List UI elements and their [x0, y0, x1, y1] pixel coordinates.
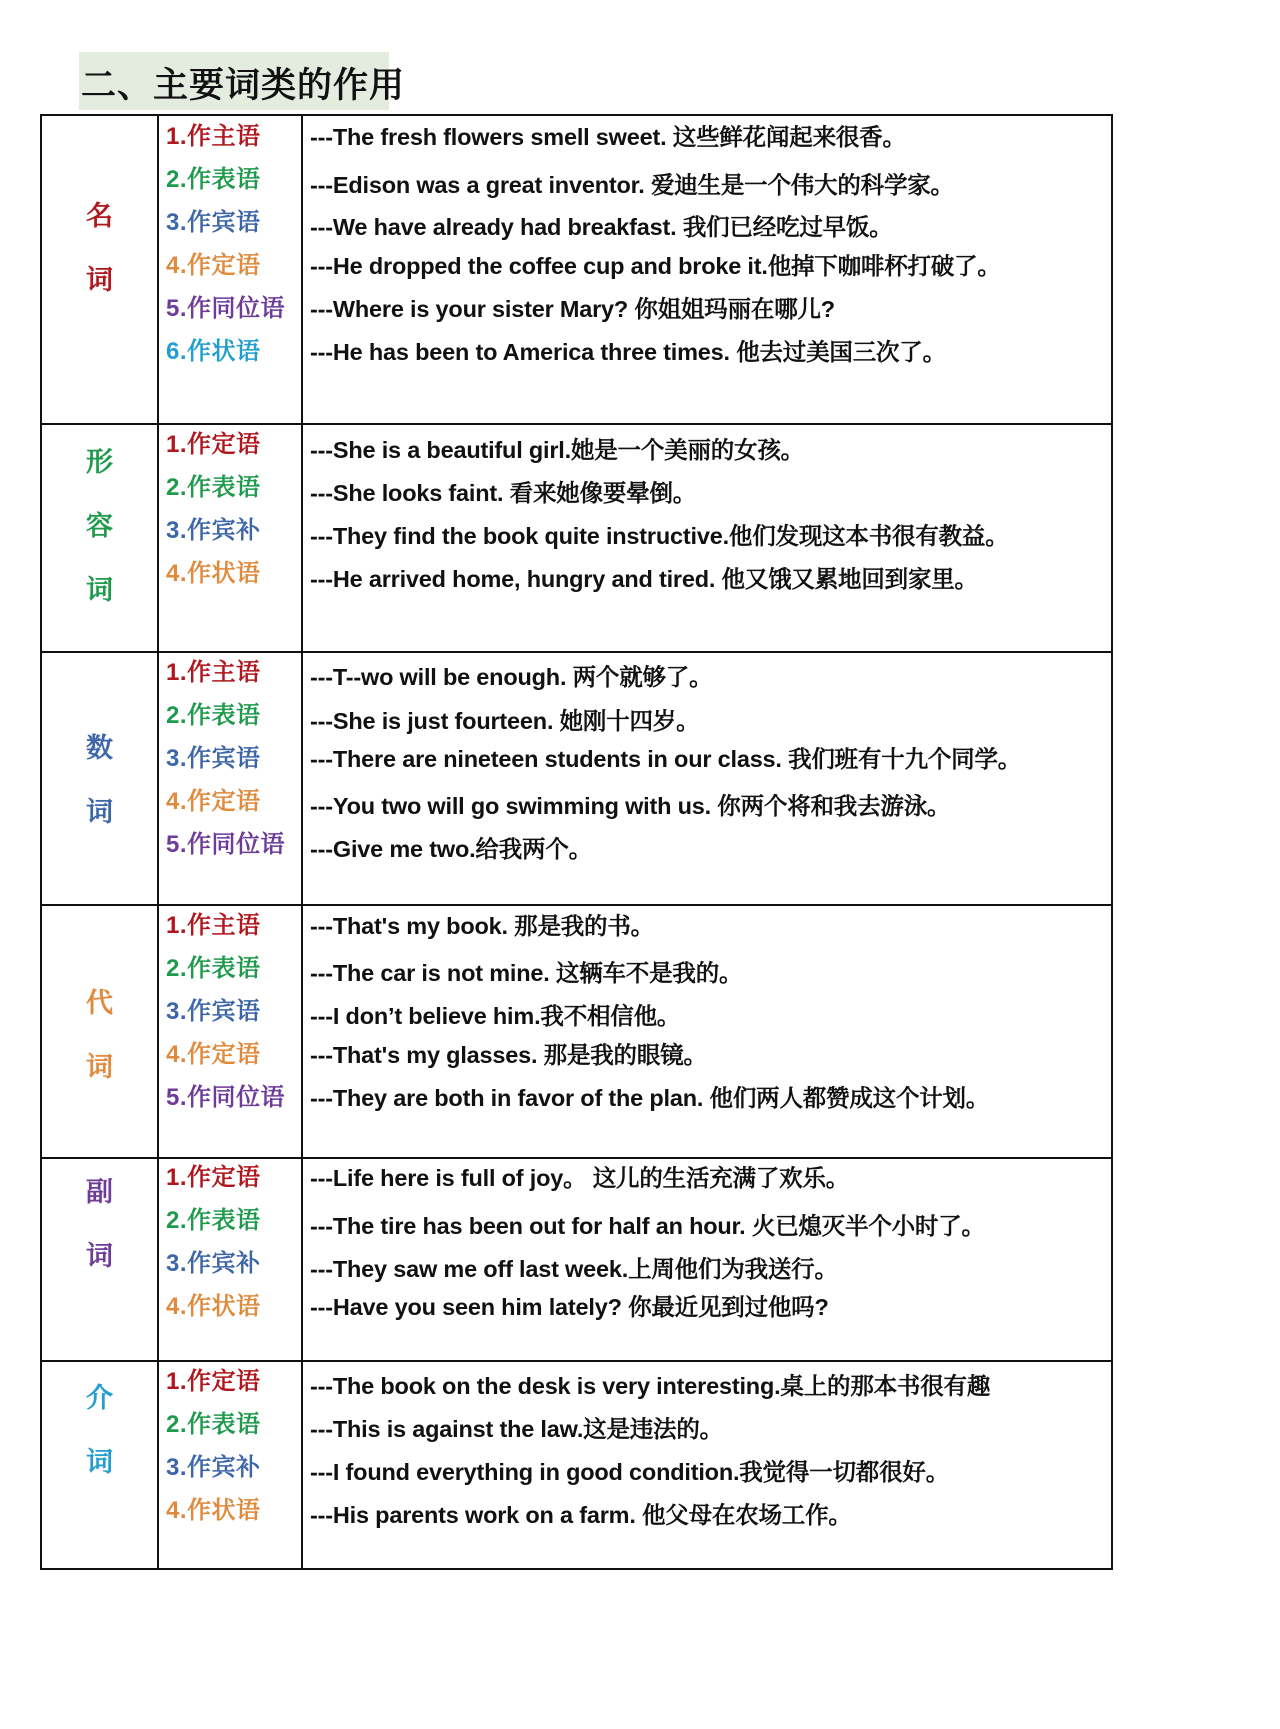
- example-sentence: ---She is a beautiful girl.她是一个美丽的女孩。: [310, 437, 804, 463]
- function-label: 1.作定语: [166, 431, 261, 458]
- section-row: [41, 1361, 1112, 1569]
- example-sentence: ---They find the book quite instructive.他们发现这本书很有教益。: [310, 523, 1009, 549]
- example-sentence: ---That's my glasses. 那是我的眼镜。: [310, 1042, 707, 1068]
- part-of-speech-char: 词: [86, 1241, 113, 1271]
- title-banner: [79, 52, 406, 110]
- function-label: 4.作状语: [166, 1497, 261, 1524]
- function-label: 6.作状语: [166, 338, 261, 365]
- function-label: 1.作定语: [166, 1164, 261, 1191]
- part-of-speech-char: 词: [86, 797, 113, 827]
- part-of-speech-cell: [41, 652, 158, 905]
- example-sentence: ---He arrived home, hungry and tired. 他又饿又累地回到家里。: [310, 566, 978, 592]
- function-cell: [158, 424, 302, 652]
- example-sentence: ---I don’t believe him.我不相信他。: [310, 1003, 681, 1029]
- examples-cell: [302, 652, 1112, 905]
- part-of-speech-char: 词: [86, 1447, 113, 1477]
- examples-cell: [302, 1158, 1112, 1361]
- example-sentence: ---T--wo will be enough. 两个就够了。: [310, 664, 713, 690]
- example-sentence: ---They saw me off last week.上周他们为我送行。: [310, 1256, 838, 1282]
- function-label: 3.作宾语: [166, 998, 261, 1025]
- function-label: 3.作宾补: [166, 1250, 261, 1277]
- example-sentence: ---He dropped the coffee cup and broke it.他掉下咖啡杯打破了。: [310, 253, 1001, 279]
- example-sentence: ---Where is your sister Mary? 你姐姐玛丽在哪儿?: [310, 296, 835, 322]
- example-sentence: ---Have you seen him lately? 你最近见到过他吗?: [310, 1294, 829, 1320]
- example-sentence: ---Edison was a great inventor. 爱迪生是一个伟大的科学家。: [310, 172, 954, 198]
- section-row: [41, 424, 1112, 652]
- example-sentence: ---She looks faint. 看来她像要晕倒。: [310, 480, 697, 506]
- function-label: 2.作表语: [166, 955, 261, 982]
- example-sentence: ---The car is not mine. 这辆车不是我的。: [310, 960, 743, 986]
- part-of-speech-cell: [41, 905, 158, 1158]
- function-label: 5.作同位语: [166, 831, 286, 858]
- part-of-speech-char: 形: [86, 447, 113, 477]
- examples-cell: [302, 424, 1112, 652]
- part-of-speech-char: 词: [86, 1052, 113, 1082]
- example-sentence: ---His parents work on a farm. 他父母在农场工作。: [310, 1502, 852, 1528]
- function-label: 4.作定语: [166, 788, 261, 815]
- part-of-speech-char: 词: [86, 265, 113, 295]
- part-of-speech-cell: [41, 1158, 158, 1361]
- example-sentence: ---The tire has been out for half an hour. 火已熄灭半个小时了。: [310, 1213, 985, 1239]
- function-cell: [158, 652, 302, 905]
- example-sentence: ---The fresh flowers smell sweet. 这些鲜花闻起来很香。: [310, 124, 906, 150]
- function-label: 1.作定语: [166, 1368, 261, 1395]
- example-sentence: ---I found everything in good condition.我觉得一切都很好。: [310, 1459, 949, 1485]
- part-of-speech-char: 名: [86, 201, 113, 231]
- example-sentence: ---Give me two.给我两个。: [310, 836, 592, 862]
- example-sentence: ---He has been to America three times. 他去过美国三次了。: [310, 339, 946, 365]
- examples-cell: [302, 905, 1112, 1158]
- function-label: 3.作宾补: [166, 1454, 261, 1481]
- part-of-speech-char: 副: [86, 1177, 113, 1207]
- examples-cell: [302, 115, 1112, 424]
- function-label: 1.作主语: [166, 123, 261, 150]
- function-cell: [158, 1361, 302, 1569]
- part-of-speech-char: 介: [86, 1383, 113, 1413]
- example-sentence: ---There are nineteen students in our class. 我们班有十九个同学。: [310, 746, 1022, 772]
- example-sentence: ---This is against the law.这是违法的。: [310, 1416, 723, 1442]
- function-label: 4.作定语: [166, 252, 261, 279]
- section-row: [41, 652, 1112, 905]
- part-of-speech-cell: [41, 115, 158, 424]
- function-cell: [158, 1158, 302, 1361]
- function-label: 2.作表语: [166, 1411, 261, 1438]
- part-of-speech-char: 容: [86, 511, 113, 541]
- function-label: 1.作主语: [166, 912, 261, 939]
- function-label: 2.作表语: [166, 474, 261, 501]
- function-label: 3.作宾语: [166, 745, 261, 772]
- example-sentence: ---She is just fourteen. 她刚十四岁。: [310, 708, 700, 734]
- example-sentence: ---That's my book. 那是我的书。: [310, 913, 654, 939]
- function-label: 2.作表语: [166, 1207, 261, 1234]
- function-label: 3.作宾语: [166, 209, 261, 236]
- function-cell: [158, 115, 302, 424]
- page-title: 二、主要词类的作用: [81, 66, 406, 105]
- example-sentence: ---We have already had breakfast. 我们已经吃过早饭。: [310, 214, 893, 240]
- example-sentence: ---You two will go swimming with us. 你两个将和我去游泳。: [310, 793, 951, 819]
- example-sentence: ---The book on the desk is very interesting.桌上的那本书很有趣: [310, 1373, 991, 1399]
- examples-cell: [302, 1361, 1112, 1569]
- function-label: 5.作同位语: [166, 1084, 286, 1111]
- function-label: 4.作状语: [166, 560, 261, 587]
- part-of-speech-cell: [41, 1361, 158, 1569]
- part-of-speech-char: 数: [86, 733, 113, 763]
- function-label: 1.作主语: [166, 659, 261, 686]
- example-sentence: ---They are both in favor of the plan. 他们两人都赞成这个计划。: [310, 1085, 990, 1111]
- part-of-speech-char: 词: [86, 575, 113, 605]
- function-label: 2.作表语: [166, 702, 261, 729]
- function-label: 5.作同位语: [166, 295, 286, 322]
- section-row: [41, 905, 1112, 1158]
- function-label: 2.作表语: [166, 166, 261, 193]
- section-row: [41, 1158, 1112, 1361]
- part-of-speech-char: 代: [86, 988, 113, 1018]
- section-row: [41, 115, 1112, 424]
- function-cell: [158, 905, 302, 1158]
- function-label: 3.作宾补: [166, 517, 261, 544]
- example-sentence: ---Life here is full of joy。 这儿的生活充满了欢乐。: [310, 1165, 850, 1191]
- function-label: 4.作状语: [166, 1293, 261, 1320]
- part-of-speech-cell: [41, 424, 158, 652]
- word-class-table: [40, 114, 1113, 1570]
- function-label: 4.作定语: [166, 1041, 261, 1068]
